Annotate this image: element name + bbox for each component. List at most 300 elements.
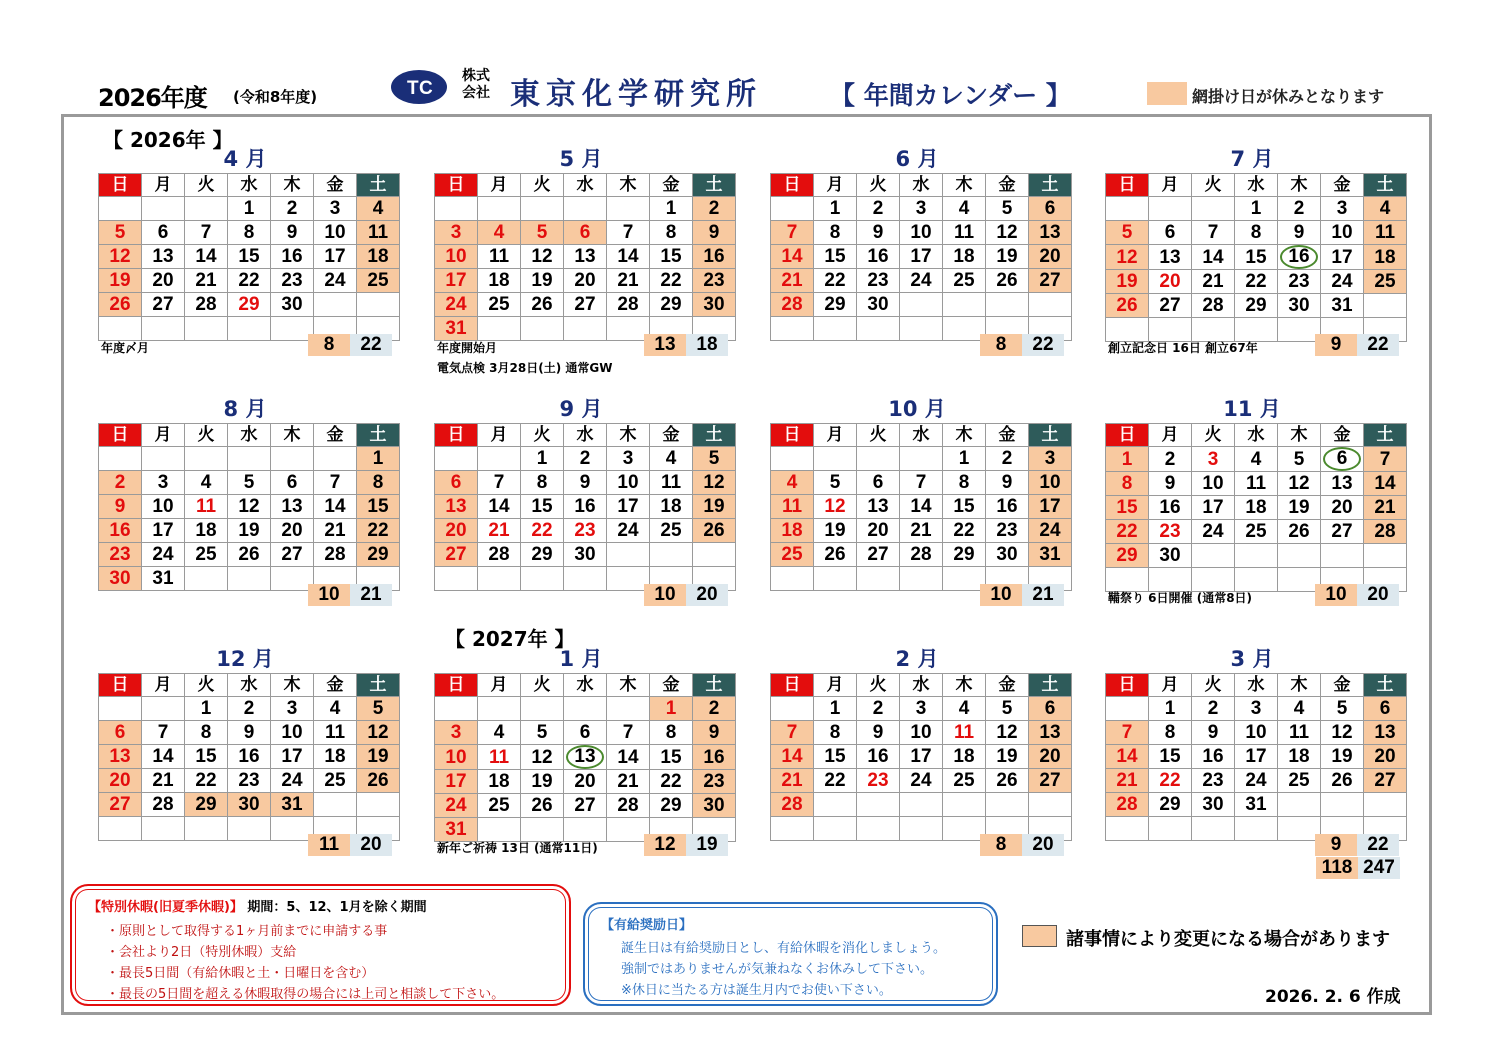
month-calendar xyxy=(98,647,392,855)
weekday-header: 土 xyxy=(1029,174,1072,197)
workday-count: 20 xyxy=(1357,584,1399,606)
day-cell: 20 xyxy=(1321,496,1364,520)
weekday-header: 月 xyxy=(1149,174,1192,197)
day-cell: 28 xyxy=(314,543,357,567)
weekday-header: 日 xyxy=(99,424,142,447)
month-calendar xyxy=(1105,647,1399,855)
empty-cell xyxy=(771,447,814,471)
empty-cell xyxy=(943,293,986,317)
weekday-header: 火 xyxy=(185,424,228,447)
month-calendar xyxy=(434,397,728,605)
weekday-header: 木 xyxy=(1278,424,1321,447)
day-cell: 18 xyxy=(314,745,357,769)
day-cell xyxy=(1321,447,1364,472)
day-cell: 17 xyxy=(607,495,650,519)
svg-text:C: C xyxy=(419,78,433,99)
day-cell: 4 xyxy=(943,697,986,721)
workday-count: 19 xyxy=(686,834,728,856)
weekday-header: 水 xyxy=(900,174,943,197)
weekday-header: 金 xyxy=(986,674,1029,697)
day-cell: 18 xyxy=(943,745,986,769)
weekday-header: 月 xyxy=(478,424,521,447)
empty-cell xyxy=(814,817,857,841)
day-cell: 25 xyxy=(650,519,693,543)
day-cell: 3 xyxy=(1321,197,1364,221)
day-cell: 1 xyxy=(814,197,857,221)
empty-cell xyxy=(1106,318,1149,342)
month-table xyxy=(434,423,736,591)
empty-cell xyxy=(771,817,814,841)
day-cell: 7 xyxy=(1364,447,1407,472)
day-cell: 24 xyxy=(1321,270,1364,294)
weekday-header: 日 xyxy=(771,424,814,447)
day-cell: 3 xyxy=(1235,697,1278,721)
day-cell: 20 xyxy=(857,519,900,543)
month-title: 10 月 xyxy=(888,397,946,421)
empty-cell xyxy=(564,818,607,842)
day-cell: 8 xyxy=(1106,472,1149,496)
day-cell: 3 xyxy=(607,447,650,471)
weekday-header: 水 xyxy=(228,674,271,697)
weekday-header: 火 xyxy=(521,424,564,447)
day-cell: 12 xyxy=(521,245,564,269)
day-cell: 25 xyxy=(1235,520,1278,544)
day-cell: 2 xyxy=(271,197,314,221)
empty-cell xyxy=(1106,817,1149,841)
empty-cell xyxy=(185,817,228,841)
year-label-2026: 【 2026年 】 xyxy=(103,128,233,152)
weekday-header: 金 xyxy=(986,174,1029,197)
weekday-header: 月 xyxy=(814,174,857,197)
empty-cell xyxy=(228,447,271,471)
day-cell: 8 xyxy=(357,471,400,495)
special-leave-period: 期間：5、12、1月を除く期間 xyxy=(247,900,427,915)
day-cell: 31 xyxy=(1029,543,1072,567)
empty-cell xyxy=(1192,318,1235,342)
empty-cell xyxy=(478,818,521,842)
empty-cell xyxy=(1278,544,1321,568)
day-cell: 29 xyxy=(1106,544,1149,568)
day-cell: 15 xyxy=(1149,745,1192,769)
day-cell: 15 xyxy=(357,495,400,519)
day-cell: 8 xyxy=(521,471,564,495)
day-cell: 18 xyxy=(650,495,693,519)
empty-cell xyxy=(142,697,185,721)
day-cell: 29 xyxy=(228,293,271,317)
day-cell: 27 xyxy=(1029,769,1072,793)
empty-cell xyxy=(1149,568,1192,592)
empty-cell xyxy=(478,447,521,471)
weekday-header: 金 xyxy=(650,174,693,197)
day-cell: 24 xyxy=(435,293,478,317)
calendar-title: 【 年間カレンダー 】 xyxy=(830,81,1071,110)
day-cell: 15 xyxy=(943,495,986,519)
empty-cell xyxy=(1106,197,1149,221)
day-cell: 23 xyxy=(986,519,1029,543)
day-cell: 25 xyxy=(943,269,986,293)
empty-cell xyxy=(1364,294,1407,318)
day-cell: 9 xyxy=(1149,472,1192,496)
day-cell: 27 xyxy=(271,543,314,567)
day-cell: 20 xyxy=(99,769,142,793)
day-cell: 30 xyxy=(986,543,1029,567)
day-cell: 7 xyxy=(607,721,650,745)
legend-swatch xyxy=(1147,82,1187,105)
day-cell: 19 xyxy=(521,269,564,293)
day-cell: 29 xyxy=(1149,793,1192,817)
day-cell: 6 xyxy=(1029,697,1072,721)
day-cell: 28 xyxy=(900,543,943,567)
empty-cell xyxy=(607,697,650,721)
day-cell: 13 xyxy=(1321,472,1364,496)
month-title: 1 月 xyxy=(559,647,603,671)
day-cell: 8 xyxy=(1149,721,1192,745)
day-cell: 21 xyxy=(185,269,228,293)
weekday-header: 月 xyxy=(478,674,521,697)
day-cell: 2 xyxy=(857,697,900,721)
day-cell: 12 xyxy=(1278,472,1321,496)
day-cell: 10 xyxy=(900,721,943,745)
day-cell: 25 xyxy=(314,769,357,793)
day-cell: 7 xyxy=(771,721,814,745)
day-cell: 16 xyxy=(857,745,900,769)
day-cell: 26 xyxy=(986,269,1029,293)
empty-cell xyxy=(1106,697,1149,721)
day-cell: 21 xyxy=(1106,769,1149,793)
day-cell: 26 xyxy=(521,293,564,317)
change-notice: 諸事情により変更になる場合があります xyxy=(1066,929,1390,950)
month-calendar xyxy=(434,147,728,375)
day-cell: 4 xyxy=(314,697,357,721)
month-calendar xyxy=(1105,147,1399,355)
day-cell: 29 xyxy=(357,543,400,567)
month-title: 2 月 xyxy=(895,647,939,671)
day-cell: 12 xyxy=(1106,245,1149,270)
empty-cell xyxy=(1278,793,1321,817)
day-cell: 11 xyxy=(650,471,693,495)
day-cell: 26 xyxy=(1106,294,1149,318)
empty-cell xyxy=(435,697,478,721)
workday-count: 20 xyxy=(350,834,392,856)
empty-cell xyxy=(357,793,400,817)
day-cell: 26 xyxy=(693,519,736,543)
month-table xyxy=(434,673,736,842)
empty-cell xyxy=(564,317,607,341)
weekday-header: 金 xyxy=(314,174,357,197)
day-cell: 27 xyxy=(1029,269,1072,293)
day-cell: 7 xyxy=(142,721,185,745)
special-leave-line: ・最長の5日間を超える休暇取得の場合には上司と相談して下さい。 xyxy=(106,987,505,1002)
day-cell: 4 xyxy=(478,721,521,745)
weekday-header: 月 xyxy=(142,674,185,697)
day-cell: 30 xyxy=(271,293,314,317)
empty-cell xyxy=(771,697,814,721)
month-table xyxy=(98,173,400,341)
day-cell: 16 xyxy=(564,495,607,519)
day-cell: 18 xyxy=(1235,496,1278,520)
day-cell: 25 xyxy=(185,543,228,567)
empty-cell xyxy=(99,697,142,721)
day-cell: 16 xyxy=(99,519,142,543)
total-workdays: 247 xyxy=(1358,857,1400,879)
day-cell: 19 xyxy=(99,269,142,293)
day-cell xyxy=(564,745,607,770)
day-cell: 9 xyxy=(1278,221,1321,245)
empty-cell xyxy=(857,447,900,471)
empty-cell xyxy=(771,197,814,221)
paid-leave-line: 誕生日は有給奨励日とし、有給休暇を消化しましょう。 xyxy=(621,941,947,956)
day-cell: 26 xyxy=(1278,520,1321,544)
company-type-line1: 株式 xyxy=(462,68,490,84)
total-holidays: 118 xyxy=(1316,857,1358,879)
day-cell: 5 xyxy=(1278,447,1321,472)
day-cell: 14 xyxy=(478,495,521,519)
day-cell: 17 xyxy=(1321,245,1364,270)
workday-count: 21 xyxy=(1022,584,1064,606)
day-cell: 6 xyxy=(142,221,185,245)
day-cell: 4 xyxy=(943,197,986,221)
day-cell: 4 xyxy=(357,197,400,221)
day-cell: 30 xyxy=(857,293,900,317)
circled-day-marker: 16 xyxy=(1280,245,1318,269)
month-table xyxy=(1105,173,1407,342)
empty-cell xyxy=(1321,793,1364,817)
empty-cell xyxy=(1364,793,1407,817)
month-calendar xyxy=(770,397,1064,605)
created-date: 2026. 2. 6 作成 xyxy=(1265,987,1401,1007)
day-cell: 2 xyxy=(1149,447,1192,472)
weekday-header: 月 xyxy=(142,174,185,197)
day-cell: 9 xyxy=(271,221,314,245)
company-type-line2: 会社 xyxy=(462,85,490,101)
day-cell: 24 xyxy=(142,543,185,567)
weekday-header: 火 xyxy=(1192,424,1235,447)
weekday-header: 日 xyxy=(1106,174,1149,197)
day-cell: 22 xyxy=(357,519,400,543)
paid-leave-box xyxy=(583,902,998,1006)
day-cell: 15 xyxy=(228,245,271,269)
empty-cell xyxy=(1149,197,1192,221)
empty-cell xyxy=(142,317,185,341)
empty-cell xyxy=(99,817,142,841)
day-cell: 14 xyxy=(1364,472,1407,496)
day-cell: 22 xyxy=(943,519,986,543)
company-type xyxy=(462,68,498,102)
weekday-header: 土 xyxy=(1364,424,1407,447)
day-cell xyxy=(1278,245,1321,270)
day-cell: 1 xyxy=(521,447,564,471)
month-note-secondary: 電気点検 3月28日(土) 通常GW xyxy=(437,361,613,375)
day-cell: 31 xyxy=(435,317,478,341)
day-cell: 30 xyxy=(693,794,736,818)
day-cell: 19 xyxy=(986,745,1029,769)
day-cell: 28 xyxy=(607,794,650,818)
day-cell: 23 xyxy=(693,770,736,794)
day-cell: 5 xyxy=(814,471,857,495)
day-cell: 4 xyxy=(650,447,693,471)
day-cell: 10 xyxy=(435,745,478,770)
day-cell: 23 xyxy=(1278,270,1321,294)
day-cell: 23 xyxy=(857,769,900,793)
day-cell: 10 xyxy=(607,471,650,495)
holiday-count: 10 xyxy=(1315,584,1357,606)
day-cell: 5 xyxy=(357,697,400,721)
day-cell: 30 xyxy=(1192,793,1235,817)
day-cell: 11 xyxy=(1278,721,1321,745)
weekday-header: 木 xyxy=(607,674,650,697)
empty-cell xyxy=(478,317,521,341)
empty-cell xyxy=(99,317,142,341)
day-cell: 12 xyxy=(814,495,857,519)
empty-cell xyxy=(986,793,1029,817)
day-cell: 8 xyxy=(814,221,857,245)
day-cell: 26 xyxy=(1321,769,1364,793)
day-cell: 19 xyxy=(986,245,1029,269)
empty-cell xyxy=(185,197,228,221)
day-cell: 26 xyxy=(521,794,564,818)
day-cell: 16 xyxy=(1149,496,1192,520)
day-cell: 24 xyxy=(1235,769,1278,793)
empty-cell xyxy=(478,567,521,591)
year-label-2027: 【 2027年 】 xyxy=(445,627,575,651)
special-leave-line: ・最長5日間（有給休暇と土・日曜日を含む） xyxy=(106,966,375,981)
empty-cell xyxy=(142,817,185,841)
day-cell: 12 xyxy=(357,721,400,745)
weekday-header: 火 xyxy=(1192,674,1235,697)
empty-cell xyxy=(814,447,857,471)
day-cell: 21 xyxy=(1192,270,1235,294)
day-cell: 27 xyxy=(1149,294,1192,318)
empty-cell xyxy=(1192,197,1235,221)
paid-leave-line: 強制ではありませんが気兼ねなくお休みして下さい。 xyxy=(621,962,934,977)
weekday-header: 水 xyxy=(228,174,271,197)
holiday-count: 10 xyxy=(644,584,686,606)
empty-cell xyxy=(857,817,900,841)
empty-cell xyxy=(435,447,478,471)
day-cell: 9 xyxy=(986,471,1029,495)
weekday-header: 水 xyxy=(900,674,943,697)
day-cell: 10 xyxy=(435,245,478,269)
day-cell: 9 xyxy=(693,221,736,245)
empty-cell xyxy=(693,543,736,567)
day-cell: 21 xyxy=(771,269,814,293)
empty-cell xyxy=(521,697,564,721)
month-note: 新年ご祈祷 13日 (通常11日) xyxy=(437,841,598,855)
day-cell: 24 xyxy=(607,519,650,543)
day-cell: 26 xyxy=(228,543,271,567)
weekday-header: 月 xyxy=(1149,424,1192,447)
weekday-header: 日 xyxy=(1106,424,1149,447)
day-cell: 18 xyxy=(478,269,521,293)
day-cell: 2 xyxy=(99,471,142,495)
day-cell: 18 xyxy=(357,245,400,269)
day-cell: 14 xyxy=(1192,245,1235,270)
day-cell: 27 xyxy=(99,793,142,817)
day-cell: 13 xyxy=(1364,721,1407,745)
day-cell: 27 xyxy=(564,293,607,317)
day-cell: 3 xyxy=(314,197,357,221)
day-cell: 6 xyxy=(435,471,478,495)
day-cell: 14 xyxy=(314,495,357,519)
weekday-header: 日 xyxy=(435,424,478,447)
weekday-header: 水 xyxy=(1235,674,1278,697)
day-cell: 30 xyxy=(99,567,142,591)
day-cell: 14 xyxy=(771,245,814,269)
weekday-header: 日 xyxy=(1106,674,1149,697)
day-cell: 16 xyxy=(228,745,271,769)
legend-swatch-bottom xyxy=(1022,925,1057,947)
day-cell: 16 xyxy=(1192,745,1235,769)
weekday-header: 土 xyxy=(357,424,400,447)
day-cell: 12 xyxy=(986,221,1029,245)
weekday-header: 金 xyxy=(650,674,693,697)
weekday-header: 日 xyxy=(99,674,142,697)
day-cell: 25 xyxy=(1364,270,1407,294)
day-cell: 11 xyxy=(943,721,986,745)
empty-cell xyxy=(857,317,900,341)
empty-cell xyxy=(564,697,607,721)
day-cell: 1 xyxy=(814,697,857,721)
day-cell: 28 xyxy=(771,293,814,317)
empty-cell xyxy=(228,317,271,341)
weekday-header: 木 xyxy=(271,174,314,197)
holiday-count: 11 xyxy=(308,834,350,856)
weekday-header: 月 xyxy=(478,174,521,197)
weekday-header: 日 xyxy=(771,674,814,697)
weekday-header: 水 xyxy=(900,424,943,447)
day-cell: 5 xyxy=(986,197,1029,221)
day-cell: 17 xyxy=(900,245,943,269)
day-cell: 23 xyxy=(564,519,607,543)
day-cell: 16 xyxy=(986,495,1029,519)
empty-cell xyxy=(1192,817,1235,841)
month-table xyxy=(1105,673,1407,841)
day-cell: 23 xyxy=(693,269,736,293)
day-cell: 23 xyxy=(1149,520,1192,544)
weekday-header: 火 xyxy=(185,174,228,197)
day-cell: 24 xyxy=(271,769,314,793)
day-cell: 9 xyxy=(857,221,900,245)
weekday-header: 火 xyxy=(521,174,564,197)
day-cell: 8 xyxy=(943,471,986,495)
day-cell: 24 xyxy=(1192,520,1235,544)
day-cell: 17 xyxy=(1192,496,1235,520)
special-leave-box xyxy=(70,884,571,1006)
month-calendar xyxy=(98,397,392,605)
day-cell: 13 xyxy=(271,495,314,519)
day-cell: 9 xyxy=(564,471,607,495)
day-cell: 11 xyxy=(1364,221,1407,245)
day-cell: 19 xyxy=(357,745,400,769)
day-cell: 18 xyxy=(185,519,228,543)
day-cell: 13 xyxy=(857,495,900,519)
weekday-header: 金 xyxy=(1321,424,1364,447)
special-leave-line: ・会社より2日（特別休暇）支給 xyxy=(106,945,297,960)
month-table xyxy=(770,423,1072,591)
day-cell: 1 xyxy=(943,447,986,471)
month-title: 11 月 xyxy=(1223,397,1281,421)
month-note: 年度開始月 xyxy=(437,341,498,355)
empty-cell xyxy=(521,567,564,591)
day-cell: 7 xyxy=(607,221,650,245)
weekday-header: 火 xyxy=(521,674,564,697)
day-cell: 15 xyxy=(1106,496,1149,520)
day-cell: 12 xyxy=(99,245,142,269)
empty-cell xyxy=(1149,318,1192,342)
day-cell: 21 xyxy=(607,269,650,293)
empty-cell xyxy=(521,818,564,842)
day-cell: 5 xyxy=(99,221,142,245)
